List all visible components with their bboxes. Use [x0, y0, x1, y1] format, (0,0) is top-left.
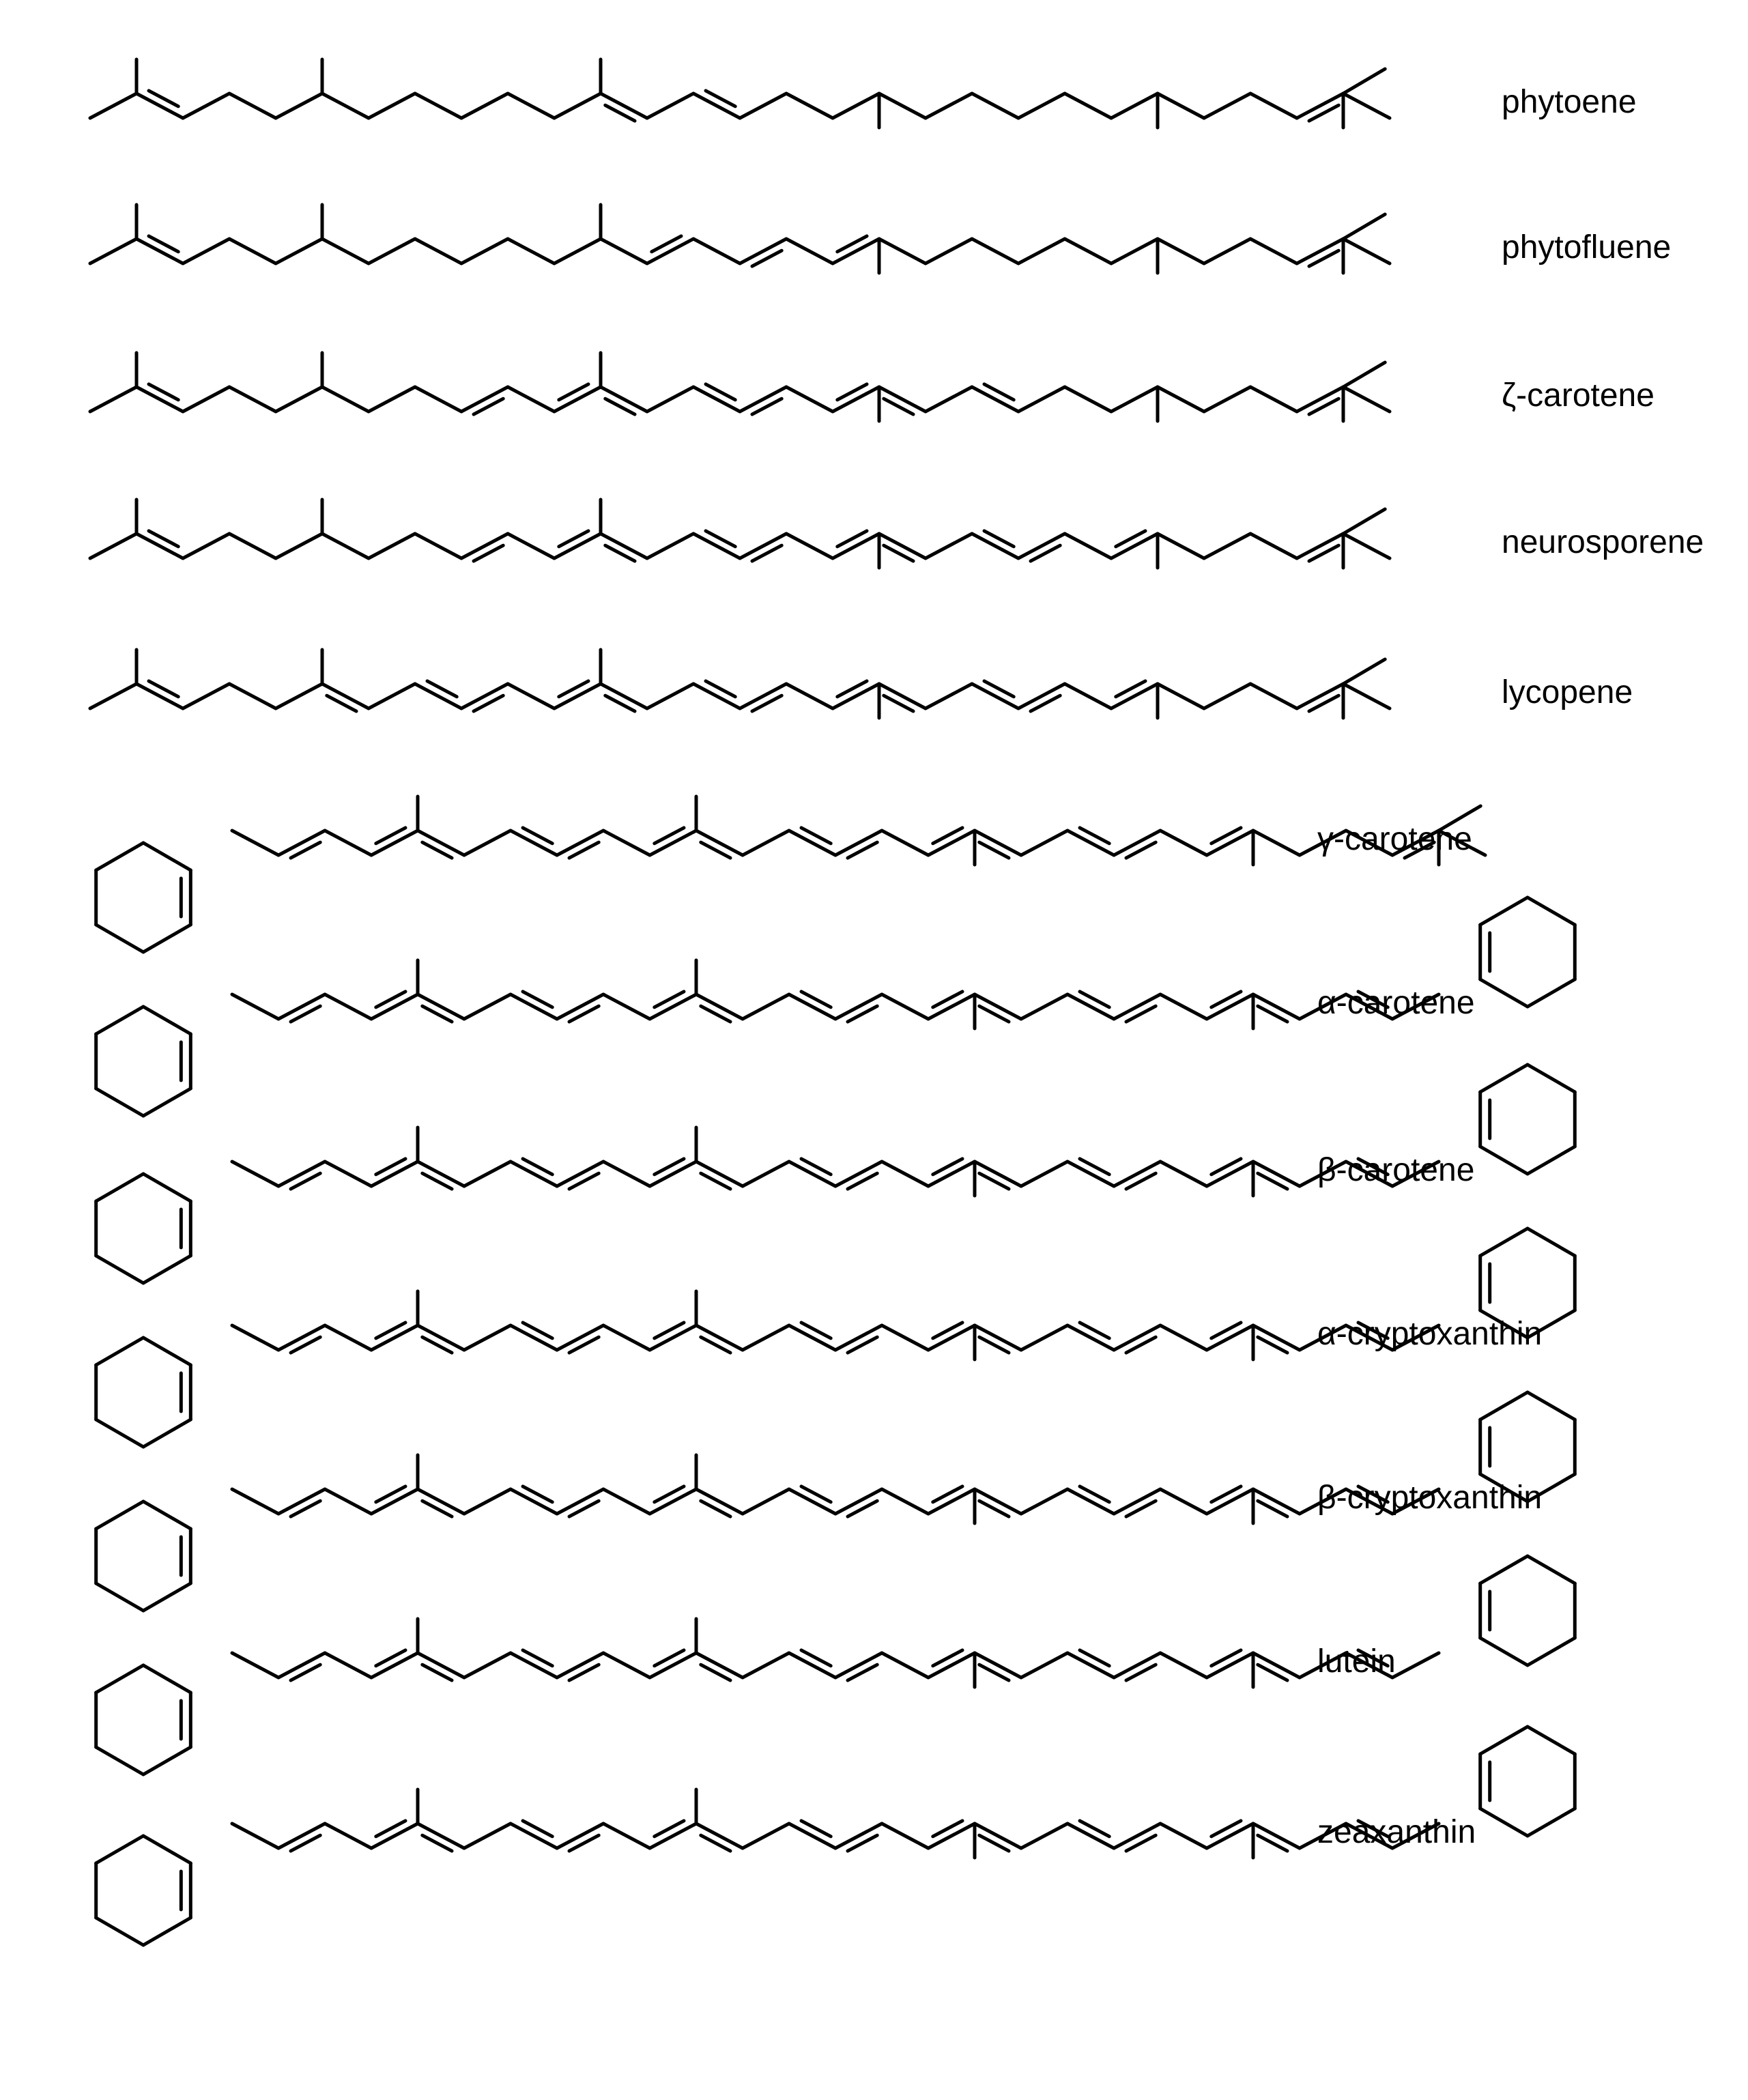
labels: [1317, 84, 1704, 1850]
molecule-name: ζ-carotene: [1502, 377, 1654, 414]
molecule-name: phytoene: [1502, 84, 1637, 120]
molecule-name: lycopene: [1502, 674, 1633, 710]
molecule-name: γ-carotene: [1317, 821, 1472, 857]
molecule-name: β-cryptoxanthin: [1317, 1480, 1543, 1516]
molecule-name: zeaxanthin: [1317, 1814, 1476, 1850]
molecule-name: α-carotene: [1317, 985, 1475, 1021]
molecule-name: β-carotene: [1317, 1152, 1475, 1188]
molecule-name: neurosporene: [1502, 524, 1704, 560]
molecule-name: lutein: [1317, 1643, 1396, 1680]
molecule-name: α-cryptoxanthin: [1317, 1316, 1543, 1352]
molecule-name: phytofluene: [1502, 229, 1672, 265]
